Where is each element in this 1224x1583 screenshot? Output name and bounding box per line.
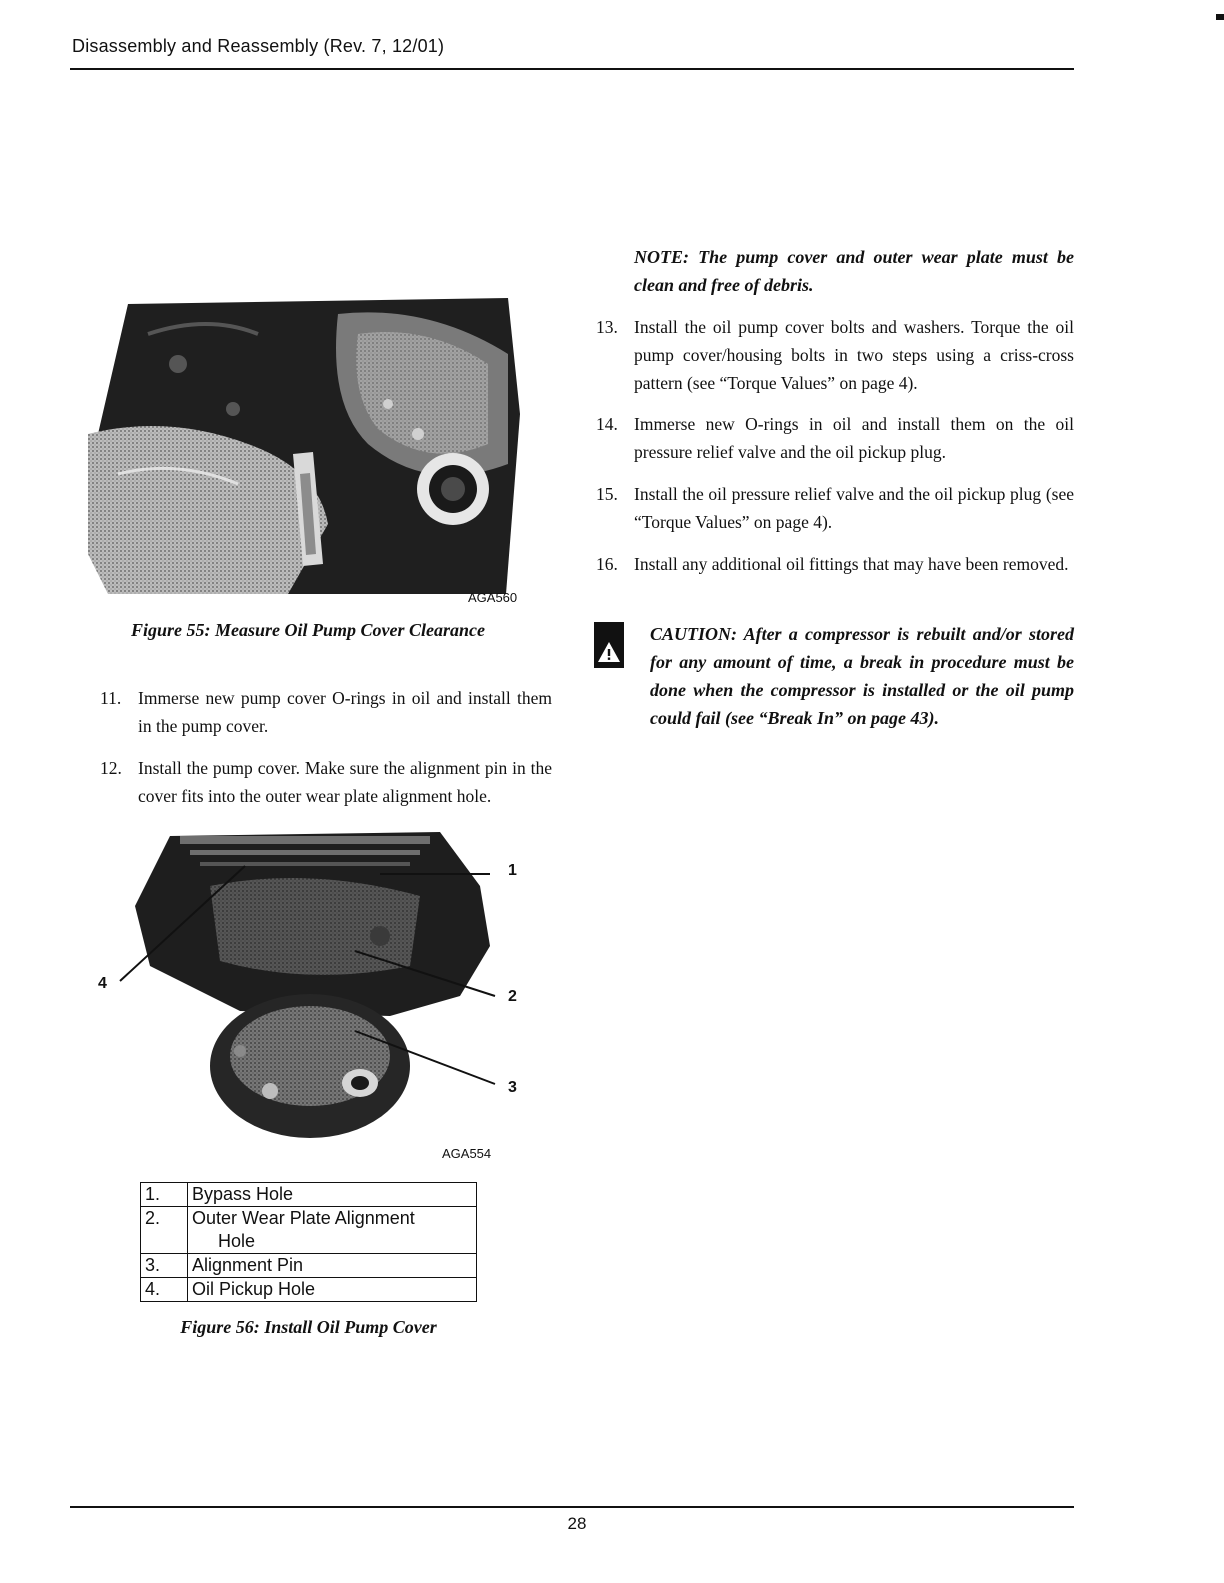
- legend-row: [141, 1278, 477, 1302]
- legend-number: 2.: [141, 1207, 188, 1254]
- legend-label: Alignment Pin: [188, 1254, 477, 1278]
- footer-rule: [70, 1506, 1074, 1508]
- step-14: [596, 410, 1074, 466]
- legend-number: 1.: [141, 1183, 188, 1207]
- figure-56-legend: [140, 1182, 477, 1302]
- legend-row: [141, 1254, 477, 1278]
- legend-number: 3.: [141, 1254, 188, 1278]
- callout-1: 1: [508, 862, 517, 879]
- note-text: NOTE: The pump cover and outer wear plate must be clean and free of debris.: [634, 247, 1074, 295]
- caution-block: [594, 620, 1074, 732]
- step-text: Install any additional oil fittings that may have been removed.: [634, 554, 1069, 574]
- figure-56-caption: Figure 56: Install Oil Pump Cover: [180, 1317, 437, 1337]
- step-15: [596, 480, 1074, 536]
- step-12: [100, 754, 552, 810]
- step-text: Immerse new O-rings in oil and install them on the oil pressure relief valve and the oil pickup plug.: [634, 414, 1074, 462]
- step-number: 12.: [100, 758, 122, 778]
- callout-4: 4: [98, 975, 107, 992]
- figure-55-photo: [88, 294, 520, 594]
- warning-icon: [594, 622, 624, 668]
- callout-2: 2: [508, 988, 517, 1005]
- legend-label: Oil Pickup Hole: [188, 1278, 477, 1302]
- page-header: Disassembly and Reassembly (Rev. 7, 12/01): [72, 36, 445, 56]
- step-13: [596, 313, 1074, 397]
- corner-mark: [1216, 14, 1224, 20]
- step-11: [100, 684, 552, 740]
- header-rule: [70, 68, 1074, 70]
- legend-row: [141, 1207, 477, 1254]
- figure-56-photo: [90, 826, 530, 1146]
- step-number: 16.: [596, 554, 618, 574]
- step-number: 11.: [100, 688, 122, 708]
- legend-label: Bypass Hole: [188, 1183, 477, 1207]
- legend-label-line2: Hole: [218, 1231, 256, 1251]
- step-number: 13.: [596, 317, 618, 337]
- legend-label-line1: Outer Wear Plate Alignment: [192, 1208, 415, 1228]
- callout-3: 3: [508, 1079, 517, 1096]
- step-16: [596, 550, 1074, 578]
- step-text: Install the pump cover. Make sure the alignment pin in the cover fits into the outer wear plate alignment hole.: [138, 758, 552, 806]
- caution-text: CAUTION: After a compressor is rebuilt and/or stored for any amount of time, a break in procedure must be done when the compressor is installed or the oil pump could fail (see “Break In” on page 43).: [650, 624, 1074, 728]
- step-text: Install the oil pump cover bolts and washers. Torque the oil pump cover/housing bolts in two steps using a criss-cross pattern (see “Torque Values” on page 4).: [634, 317, 1074, 393]
- figure-55-caption: Figure 55: Measure Oil Pump Cover Clearance: [131, 620, 485, 640]
- legend-label: [188, 1207, 477, 1254]
- page-number: 28: [567, 1514, 587, 1533]
- step-number: 15.: [596, 484, 618, 504]
- step-text: Install the oil pressure relief valve and the oil pickup plug (see “Torque Values” on page 4).: [634, 484, 1074, 532]
- figure-55-image-label: AGA560: [468, 590, 518, 605]
- figure-56-image-label: AGA554: [442, 1146, 492, 1161]
- step-text: Immerse new pump cover O-rings in oil and install them in the pump cover.: [138, 688, 552, 736]
- legend-row: [141, 1183, 477, 1207]
- legend-number: 4.: [141, 1278, 188, 1302]
- step-number: 14.: [596, 414, 618, 434]
